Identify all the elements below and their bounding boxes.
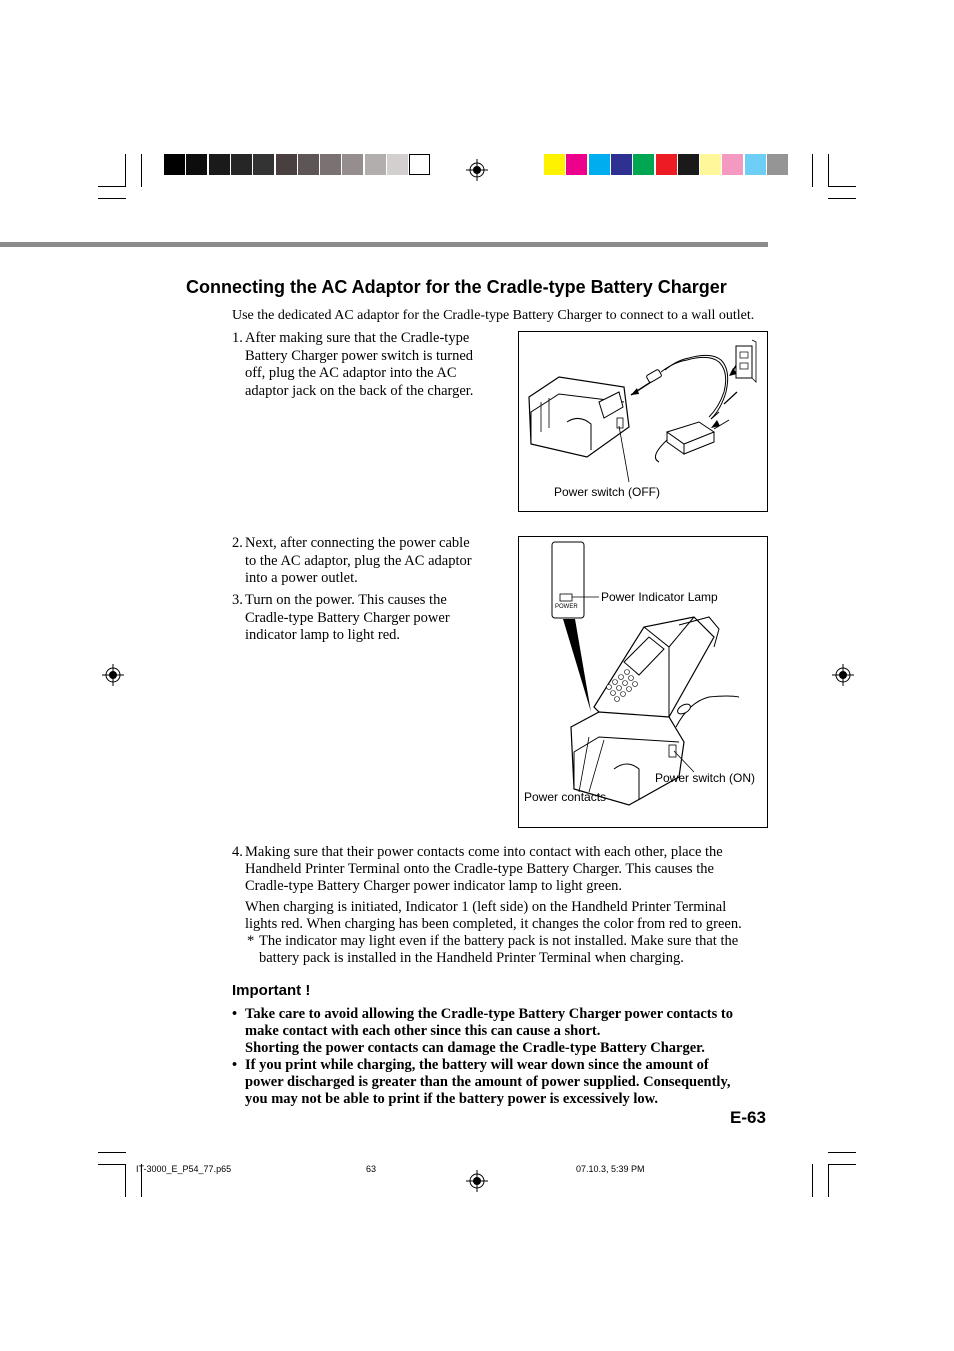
- grayscale-swatch: [186, 154, 207, 175]
- color-swatch: [767, 154, 788, 175]
- step-1: [232, 330, 502, 400]
- color-swatch: [700, 154, 721, 175]
- figure2-label-power-switch: Power switch (ON): [655, 771, 756, 785]
- figure2-label-indicator: Power Indicator Lamp: [601, 590, 718, 604]
- grayscale-swatch: [342, 154, 363, 175]
- color-swatch: [678, 154, 699, 175]
- power-switch-icon: [617, 418, 623, 428]
- note-line: lights red. When charging has been completed, it changes the color from red to green.: [245, 916, 742, 932]
- color-swatch: [745, 154, 766, 175]
- step-4: [232, 844, 772, 895]
- page-number: E-63: [730, 1108, 766, 1127]
- grayscale-swatch: [387, 154, 408, 175]
- asterisk-note: [245, 933, 775, 967]
- wall-outlet-icon: [736, 346, 752, 378]
- note-line: The indicator may light even if the battery pack is not installed. Make sure that the: [259, 933, 739, 949]
- indicator-lamp-icon: [560, 594, 572, 601]
- grayscale-swatch: [276, 154, 297, 175]
- color-swatch: [611, 154, 632, 175]
- bullet-icon: •: [232, 1006, 238, 1022]
- important-bullet-1: [232, 1006, 772, 1057]
- grayscale-swatch: [365, 154, 386, 175]
- footer-page: 63: [366, 1164, 377, 1174]
- bullet-line: Take care to avoid allowing the Cradle-type Battery Charger power contacts to: [245, 1006, 733, 1022]
- step-line: Making sure that their power contacts come into contact with each other, place the: [245, 844, 723, 860]
- step-line: Cradle-type Battery Charger power: [245, 609, 450, 626]
- note-line: When charging is initiated, Indicator 1 (left side) on the Handheld Printer Terminal: [245, 899, 727, 915]
- step-line: Turn on the power. This causes the: [245, 592, 447, 608]
- figure1-label-power-switch: Power switch (OFF): [554, 485, 661, 499]
- figure2-label-contacts: Power contacts: [524, 790, 607, 804]
- figure-terminal-on-charger: [518, 536, 768, 828]
- intro-text: Use the dedicated AC adaptor for the Cradle-type Battery Charger to connect to a wall outlet.: [232, 308, 755, 323]
- bullet-line: make contact with each other since this can cause a short.: [245, 1023, 601, 1039]
- step-line: into a power outlet.: [245, 570, 358, 586]
- section-title: Connecting the AC Adaptor for the Cradle-type Battery Charger: [186, 277, 727, 297]
- step-line: Battery Charger power switch is turned: [245, 347, 474, 364]
- grayscale-swatch: [209, 154, 230, 175]
- color-swatch: [544, 154, 565, 175]
- header-rule: [0, 242, 768, 247]
- power-switch-icon: [669, 745, 676, 757]
- grayscale-swatch: [320, 154, 341, 175]
- step-3: [232, 592, 502, 645]
- step-line: to the AC adaptor, plug the AC adaptor: [245, 552, 472, 569]
- step-line: Cradle-type Battery Charger power indicator lamp to light green.: [245, 878, 623, 894]
- step-number: 4.: [232, 844, 243, 860]
- color-swatch: [656, 154, 677, 175]
- color-swatch: [566, 154, 587, 175]
- footer-filename: IT-3000_E_P54_77.p65: [136, 1164, 232, 1174]
- grayscale-swatch: [298, 154, 319, 175]
- bullet-line: power discharged is greater than the amount of power supplied. Consequently,: [245, 1074, 731, 1090]
- step-line: After making sure that the Cradle-type: [245, 330, 470, 346]
- bullet-line: If you print while charging, the battery will wear down since the amount of: [245, 1057, 709, 1073]
- grayscale-swatch: [253, 154, 274, 175]
- bullet-line: you may not be able to print if the battery power is excessively low.: [245, 1091, 658, 1107]
- registration-mark-icon: [466, 159, 488, 181]
- asterisk-mark: *: [247, 933, 255, 949]
- note-line: battery pack is installed in the Handheld Printer Terminal when charging.: [259, 950, 684, 966]
- step-line: adaptor jack on the back of the charger.: [245, 382, 474, 399]
- step-line: indicator lamp to light red.: [245, 627, 401, 643]
- charging-note: [245, 899, 775, 933]
- step-number: 1.: [232, 330, 243, 346]
- grayscale-swatch: [231, 154, 252, 175]
- step-line: off, plug the AC adaptor into the AC: [245, 365, 457, 381]
- important-heading: Important !: [232, 982, 311, 999]
- step-number: 3.: [232, 592, 243, 608]
- bullet-line: Shorting the power contacts can damage the Cradle-type Battery Charger.: [245, 1040, 705, 1056]
- bullet-icon: •: [232, 1057, 238, 1073]
- color-swatch: [633, 154, 654, 175]
- terminal-charger-illustration: [519, 537, 769, 829]
- grayscale-swatch: [164, 154, 185, 175]
- step-2: [232, 535, 502, 588]
- step-line: Next, after connecting the power cable: [245, 535, 470, 551]
- color-swatch: [589, 154, 610, 175]
- color-swatch: [722, 154, 743, 175]
- registration-mark-icon: [102, 664, 124, 686]
- important-bullet-2: [232, 1057, 772, 1108]
- step-number: 2.: [232, 535, 243, 551]
- figure2-power-text: POWER: [555, 604, 578, 610]
- footer-date: 07.10.3, 5:39 PM: [576, 1164, 645, 1174]
- registration-mark-icon: [832, 664, 854, 686]
- grayscale-swatch: [409, 154, 430, 175]
- step-line: Handheld Printer Terminal onto the Cradle-type Battery Charger. This causes the: [245, 861, 714, 877]
- figure-ac-adaptor-connection: [518, 331, 768, 512]
- registration-mark-icon: [466, 1170, 488, 1192]
